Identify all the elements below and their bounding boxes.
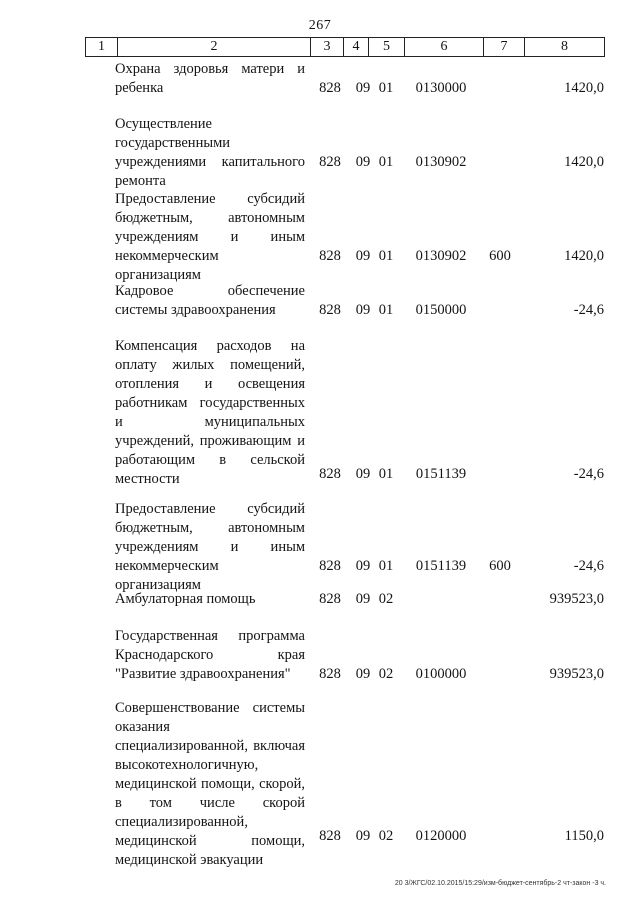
row-code-ministry: 828 (319, 666, 341, 682)
row-code-ministry: 828 (319, 558, 341, 574)
table-row (0, 590, 640, 609)
row-name: Осуществление государственными учреждениями капитального ремонта (115, 116, 305, 189)
column-header-7: 7 (484, 38, 525, 57)
row-name: Предоставление субсидий бюджетным, автономным учреждениям и иным некоммерческим организациям (115, 191, 305, 283)
row-code-target: 0130000 (415, 80, 467, 96)
page-number: 267 (308, 18, 332, 33)
row-amount: 1420,0 (564, 154, 604, 170)
column-header-5: 5 (369, 38, 405, 57)
column-header-2: 2 (118, 38, 311, 57)
row-amount: 939523,0 (549, 666, 604, 682)
table-row (0, 190, 640, 283)
row-code-ministry: 828 (319, 466, 341, 482)
row-code-ministry: 828 (319, 154, 341, 170)
row-code-subsection: 01 (378, 248, 394, 264)
row-code-target: 0120000 (415, 828, 467, 844)
row-code-section: 09 (355, 80, 371, 96)
row-name: Государственная программа Краснодарского края "Развитие здравоохранения" (115, 628, 305, 682)
row-amount: 939523,0 (549, 591, 604, 607)
column-header-3: 3 (311, 38, 344, 57)
table-row (0, 60, 640, 98)
table-row (0, 115, 640, 189)
row-amount: 1420,0 (564, 248, 604, 264)
row-code-subsection: 01 (378, 466, 394, 482)
row-code-subsection: 02 (378, 666, 394, 682)
row-code-subsection: 01 (378, 154, 394, 170)
table-row (0, 699, 640, 868)
row-amount: -24,6 (573, 302, 604, 318)
row-code-target: 0130902 (415, 248, 467, 264)
row-code-target: 0100000 (415, 666, 467, 682)
row-code-section: 09 (355, 154, 371, 170)
document-footer: 20 3/ЖГС/02.10.2015/15:29/изм-бюджет-сентябрь-2 чт-закон -3 ч. (394, 880, 606, 887)
row-code-section: 09 (355, 302, 371, 318)
row-code-section: 09 (355, 828, 371, 844)
table-row (0, 627, 640, 684)
row-code-ministry: 828 (319, 828, 341, 844)
row-name: Компенсация расходов на оплату жилых помещений, отопления и освещения работникам государственных и муниципальных учреждений, проживающим и работающим в сельской местности (115, 338, 305, 487)
row-code-subsection: 01 (378, 80, 394, 96)
row-code-section: 09 (355, 248, 371, 264)
row-code-target: 0151139 (415, 558, 467, 574)
row-code-section: 09 (355, 558, 371, 574)
row-amount: 1420,0 (564, 80, 604, 96)
row-code-ministry: 828 (319, 591, 341, 607)
row-code-expense-type: 600 (489, 248, 511, 264)
column-header-6: 6 (405, 38, 484, 57)
row-code-subsection: 02 (378, 828, 394, 844)
row-code-target: 0150000 (415, 302, 467, 318)
row-code-section: 09 (355, 466, 371, 482)
column-header-table (85, 37, 605, 57)
column-header-1: 1 (86, 38, 118, 57)
row-name: Совершенствование системы оказания специализированной, включая высокотехнологичную, медицинской помощи, скорой, в том числе скорой специализированной, медицинской помощи, медицинской эвакуации (115, 700, 305, 868)
column-header-row (86, 38, 605, 57)
row-name: Предоставление субсидий бюджетным, автономным учреждениям и иным некоммерческим организациям (115, 501, 305, 593)
table-row (0, 282, 640, 320)
row-amount: 1150,0 (564, 828, 604, 844)
column-header-4: 4 (344, 38, 369, 57)
row-code-ministry: 828 (319, 80, 341, 96)
row-amount: -24,6 (573, 558, 604, 574)
row-name: Амбулаторная помощь (115, 591, 256, 607)
column-header-8: 8 (525, 38, 605, 57)
row-code-subsection: 01 (378, 302, 394, 318)
row-code-subsection: 01 (378, 558, 394, 574)
table-row (0, 337, 640, 487)
row-code-section: 09 (355, 591, 371, 607)
row-code-target: 0130902 (415, 154, 467, 170)
row-code-target: 0151139 (415, 466, 467, 482)
row-name: Охрана здоровья матери и ребенка (115, 61, 305, 96)
row-code-ministry: 828 (319, 248, 341, 264)
table-row (0, 500, 640, 593)
row-code-expense-type: 600 (489, 558, 511, 574)
row-code-ministry: 828 (319, 302, 341, 318)
row-name: Кадровое обеспечение системы здравоохранения (115, 283, 305, 318)
row-code-section: 09 (355, 666, 371, 682)
row-amount: -24,6 (573, 466, 604, 482)
row-code-subsection: 02 (378, 591, 394, 607)
